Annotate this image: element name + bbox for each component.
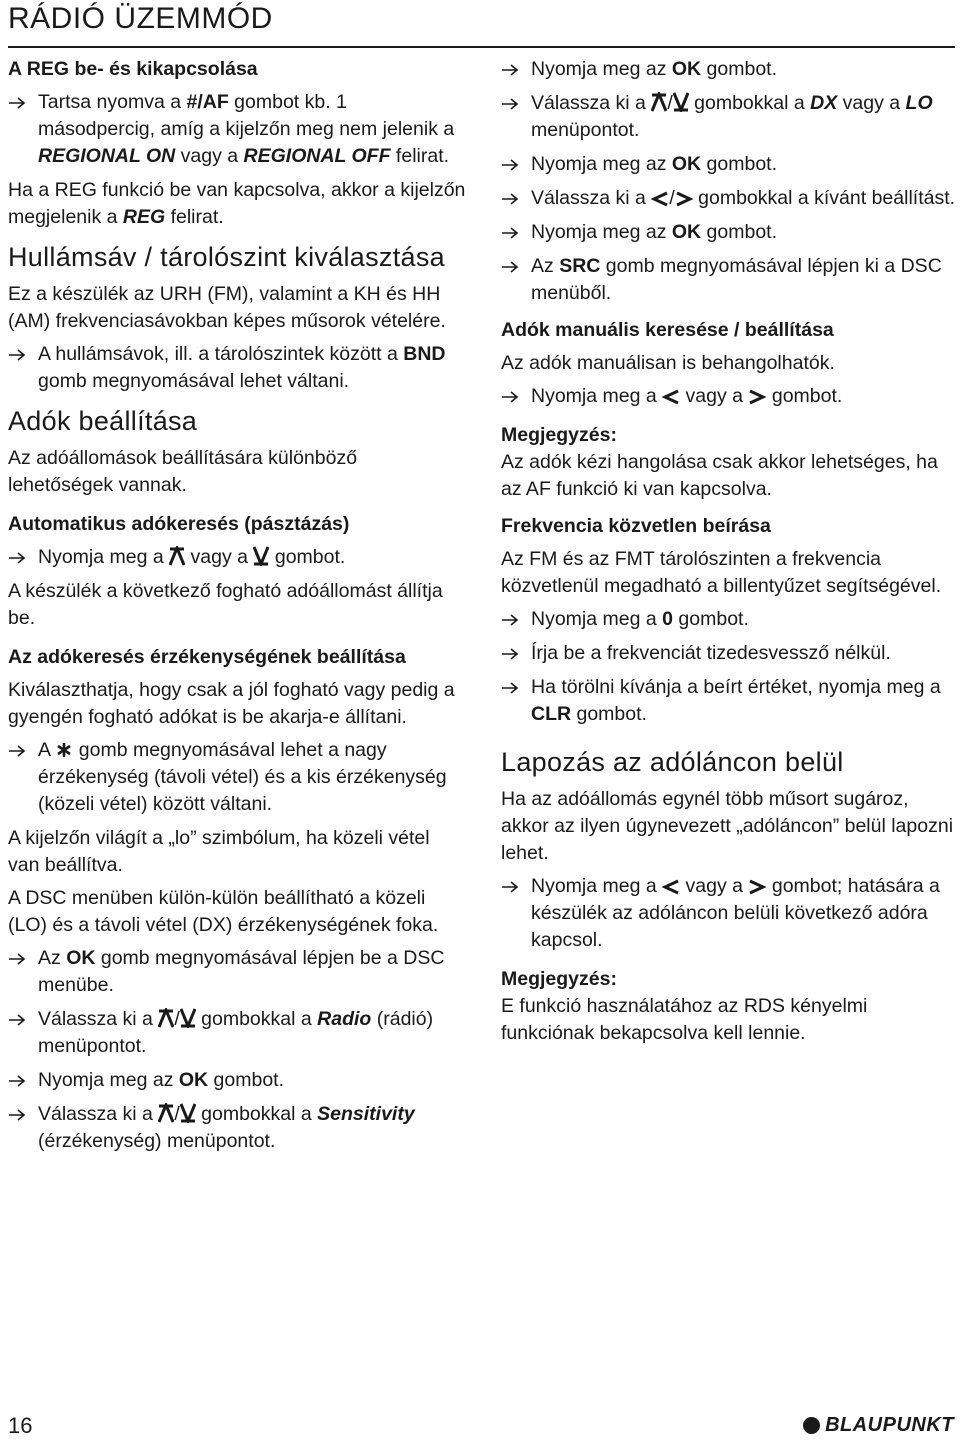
sens-paragraph: Kiválaszthatja, hogy csak a jól fogható vagy pedig a gyengén fogható adókat is be akarja-e állítani. <box>8 679 455 728</box>
list-item: A gomb megnyomásával lehet a nagy érzékenység (távoli vétel) és a kis érzékenység (közeli vétel) között váltani. <box>8 737 466 818</box>
tune-paragraph: Az adóállomások beállítására különböző lehetőségek vannak. <box>8 447 358 496</box>
list-item: Nyomja meg a vagy a gombot; hatására a készülék az adóláncon belüli következő adóra kapcsol. <box>501 873 957 954</box>
up-key-icon <box>651 92 667 112</box>
arrow-icon <box>8 952 26 966</box>
arrow-icon <box>8 96 26 110</box>
arrow-icon <box>8 348 26 362</box>
sens-paragraph-2: A kijelzőn világít a „lo” szimbólum, ha közeli vétel van beállítva. <box>8 827 430 876</box>
star-key-icon <box>55 741 73 759</box>
list-item: Nyomja meg az OK gombot. <box>501 151 957 178</box>
manual-heading: Adók manuális keresése / beállítása <box>501 319 834 341</box>
list-item: Az OK gomb megnyomásával lépjen be a DSC menübe. <box>8 945 466 999</box>
list-item: Nyomja meg a vagy a gombot. <box>501 383 957 410</box>
auto-heading: Automatikus adókeresés (pásztázás) <box>8 513 350 535</box>
band-paragraph: Ez a készülék az URH (FM), valamint a KH és HH (AM) frekvenciasávokban képes műsorok vételére. <box>8 283 446 332</box>
note-heading: Megjegyzés: <box>501 424 617 446</box>
manual-paragraph: Az adók manuálisan is behangolhatók. <box>501 352 835 374</box>
page-header <box>8 0 955 48</box>
down-key-icon <box>253 546 269 566</box>
list-item: Tartsa nyomva a #/AF gombot kb. 1 másodpercig, amíg a kijelzőn meg nem jelenik a REGIONAL ON vagy a REGIONAL OFF felirat. <box>8 89 466 170</box>
up-key-icon <box>158 1103 174 1123</box>
list-item: Ha törölni kívánja a beírt értéket, nyomja meg a CLR gombot. <box>501 674 957 728</box>
arrow-icon <box>501 681 519 695</box>
brand-logo <box>803 1414 954 1437</box>
list-item: Nyomja meg a 0 gombot. <box>501 606 957 633</box>
left-key-icon <box>651 191 669 207</box>
list-item: Válassza ki a / gombokkal a Radio (rádió) menüpontot. <box>8 1006 466 1060</box>
sens-heading: Az adókeresés érzékenységének beállítása <box>8 646 406 668</box>
arrow-icon <box>501 613 519 627</box>
list-item: Válassza ki a / gombokkal a kívánt beállítást. <box>501 185 957 212</box>
page-number: 16 <box>8 1413 33 1438</box>
right-key-icon <box>675 191 693 207</box>
down-key-icon <box>180 1103 196 1123</box>
reg-heading: A REG be- és kikapcsolása <box>8 58 258 80</box>
arrow-icon <box>501 647 519 661</box>
list-item: Nyomja meg az OK gombot. <box>501 219 957 246</box>
left-key-icon <box>662 879 680 895</box>
left-key-icon <box>662 389 680 405</box>
right-key-icon <box>748 879 766 895</box>
arrow-icon <box>8 551 26 565</box>
down-key-icon <box>673 92 689 112</box>
freq-paragraph: Az FM és az FMT tárolószinten a frekvencia közvetlenül megadható a billentyűzet segítségével. <box>501 548 942 597</box>
note-paragraph: Az adók kézi hangolása csak akkor lehetséges, ha az AF funkció ki van kapcsolva. <box>501 451 938 500</box>
up-key-icon <box>158 1008 174 1028</box>
chain-paragraph: Ha az adóállomás egynél több műsort sugároz, akkor az ilyen úgynevezett „adóláncon” belül lapozni lehet. <box>501 788 954 864</box>
arrow-icon <box>501 390 519 404</box>
arrow-icon <box>501 260 519 274</box>
right-key-icon <box>748 389 766 405</box>
arrow-icon <box>501 880 519 894</box>
reg-paragraph: Ha a REG funkció be van kapcsolva, akkor a kijelzőn megjelenik a REG felirat. <box>8 179 466 228</box>
list-item: Nyomja meg az OK gombot. <box>501 56 957 83</box>
list-item: Nyomja meg a vagy a gombot. <box>8 544 466 571</box>
tune-heading: Adók beállítása <box>8 406 198 436</box>
arrow-icon <box>8 1108 26 1122</box>
up-key-icon <box>169 546 185 566</box>
list-item: Írja be a frekvenciát tizedesvessző nélkül. <box>501 640 957 667</box>
list-item: Válassza ki a / gombokkal a Sensitivity (érzékenység) menüpontot. <box>8 1101 466 1155</box>
note-paragraph-2: E funkció használatához az RDS kényelmi funkciónak bekapcsolva kell lennie. <box>501 995 868 1044</box>
brand-name: BLAUPUNKT <box>825 1414 954 1436</box>
right-column <box>501 56 957 1053</box>
auto-paragraph: A készülék a következő fogható adóállomást állítja be. <box>8 580 443 629</box>
arrow-icon <box>501 63 519 77</box>
sens-paragraph-3: A DSC menüben külön-külön beállítható a közeli (LO) és a távoli vétel (DX) érzékenységének foka. <box>8 887 439 936</box>
band-heading: Hullámsáv / tárolószint kiválasztása <box>8 242 445 272</box>
page-title: RÁDIÓ ÜZEMMÓD <box>8 2 273 35</box>
list-item: Az SRC gomb megnyomásával lépjen ki a DSC menüből. <box>501 253 957 307</box>
chain-heading: Lapozás az adóláncon belül <box>501 747 844 777</box>
arrow-icon <box>501 226 519 240</box>
list-item: Válassza ki a / gombokkal a DX vagy a LO menüpontot. <box>501 90 957 144</box>
down-key-icon <box>180 1008 196 1028</box>
arrow-icon <box>8 1074 26 1088</box>
arrow-icon <box>8 1013 26 1027</box>
list-item: A hullámsávok, ill. a tárolószintek között a BND gomb megnyomásával lehet váltani. <box>8 341 466 395</box>
note-heading-2: Megjegyzés: <box>501 968 617 990</box>
arrow-icon <box>501 192 519 206</box>
arrow-icon <box>501 97 519 111</box>
list-item: Nyomja meg az OK gombot. <box>8 1067 466 1094</box>
arrow-icon <box>501 158 519 172</box>
arrow-icon <box>8 744 26 758</box>
logo-dot-icon <box>803 1417 820 1434</box>
left-column <box>8 56 466 1162</box>
freq-heading: Frekvencia közvetlen beírása <box>501 515 771 537</box>
